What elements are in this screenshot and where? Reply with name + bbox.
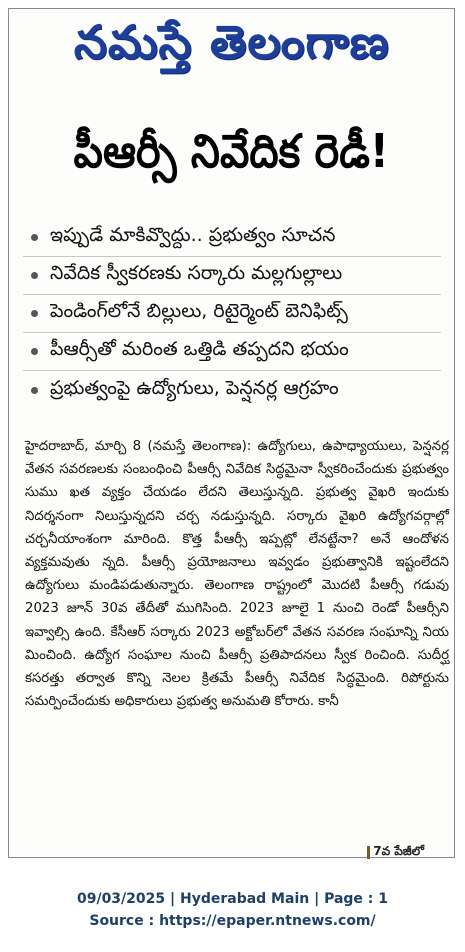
bullet-item (23, 333, 441, 371)
bullet-dot-icon (31, 272, 38, 279)
masthead-logo: నమస్తే తెలంగాణ (73, 15, 390, 69)
article-body: హైదరాబాద్, మార్చి 8 (నమస్తే తెలంగాణ): ఉద్యోగులు, ఉపాధ్యాయులు, పెన్షనర్ల వేతన సవరణలకు సంబంధించి పీఆర్సీ నివేదిక సిద్ధమైనా స్వీకరించేందుకు ప్రభుత్వం సుము ఖత వ్యక్తం చేయడం లేదని తెలుస్తున్నది. ప్రభుత్వ వైఖరి ఇందుకు నిదర్శనంగా నిలుస్తున్నదని చర్చ నడుస్తున్నది. సర్కారు వైఖరి ఉద్యోగవర్గాల్లో చర్చనీయాంశంగా మారింది. కొత్త పీఆర్సీ ఇప్పట్లో లేనట్టేనా? అనే ఆందోళన వ్యక్తమవుతు న్నది. పీఆర్సీ ప్రయోజనాలు ఇవ్వడం ప్రభుత్వానికి ఇష్టంలేదని ఉద్యోగులు మండిపడుతున్నారు. తెలంగాణ రాష్ట్రంలో మొదటి పీఆర్సీ గడువు 2023 జూన్ 30వ తేదీతో ముగిసింది. 2023 జూలై 1 నుంచి రెండో పీఆర్సీని ఇవ్వాల్సి ఉంది. కేసీఆర్ సర్కారు 2023 అక్టోబర్‌లో వేతన సవరణ సంఘాన్ని నియ మించింది. ఉద్యోగ సంఘాల నుంచి పీఆర్సీ ప్రతిపాదనలు స్వీక రించింది. సుదీర్ఘ కసరత్తు తర్వాత కొన్ని నెలల క్రితమే పీఆర్సీ నివేదిక సిద్ధమైంది. రిపోర్టును సమర్పించేందుకు అధికారులు ప్రభుత్వ అనుమతి కోరారు. కానీ (25, 439, 449, 710)
bullet-dot-icon (31, 234, 38, 241)
bullet-dot-icon (31, 310, 38, 317)
bullet-text: నివేదిక స్వీకరణకు సర్కారు మల్లగుల్లాలు (50, 262, 343, 284)
bullet-item (23, 295, 441, 333)
bullet-item (23, 257, 441, 295)
bullet-text: ఇప్పుడే మాకివ్వొద్దు.. ప్రభుత్వం సూచన (50, 224, 336, 246)
bullet-text: పీఆర్సీతో మరింత ఒత్తిడి తప్పదని భయం (50, 338, 349, 360)
bullet-text: ప్రభుత్వంపై ఉద్యోగులు, పెన్షనర్ల ఆగ్రహం (50, 376, 339, 399)
bullet-dot-icon (31, 348, 38, 355)
continued-on-page (367, 844, 424, 860)
jump-text: 7వ పేజీలో (373, 843, 424, 858)
bullet-item (23, 371, 441, 409)
footer-edition-info: 09/03/2025 | Hyderabad Main | Page : 1 (76, 891, 389, 907)
headline (9, 111, 454, 203)
footer-source-link[interactable]: Source : https://epaper.ntnews.com/ (89, 913, 376, 929)
bullet-dot-icon (31, 387, 38, 394)
masthead (9, 9, 454, 87)
headline-text: పీఆర్సీ నివేదిక రెడీ! (73, 124, 390, 178)
bullet-item (23, 219, 441, 257)
bullet-text: పెండింగ్‌లోనే బిల్లులు, రిటైర్మెంట్ బెనిఫిట్స్ (50, 300, 348, 322)
newspaper-clipping (8, 8, 455, 858)
bullet-list (23, 219, 441, 409)
jump-marker-icon (367, 846, 370, 859)
